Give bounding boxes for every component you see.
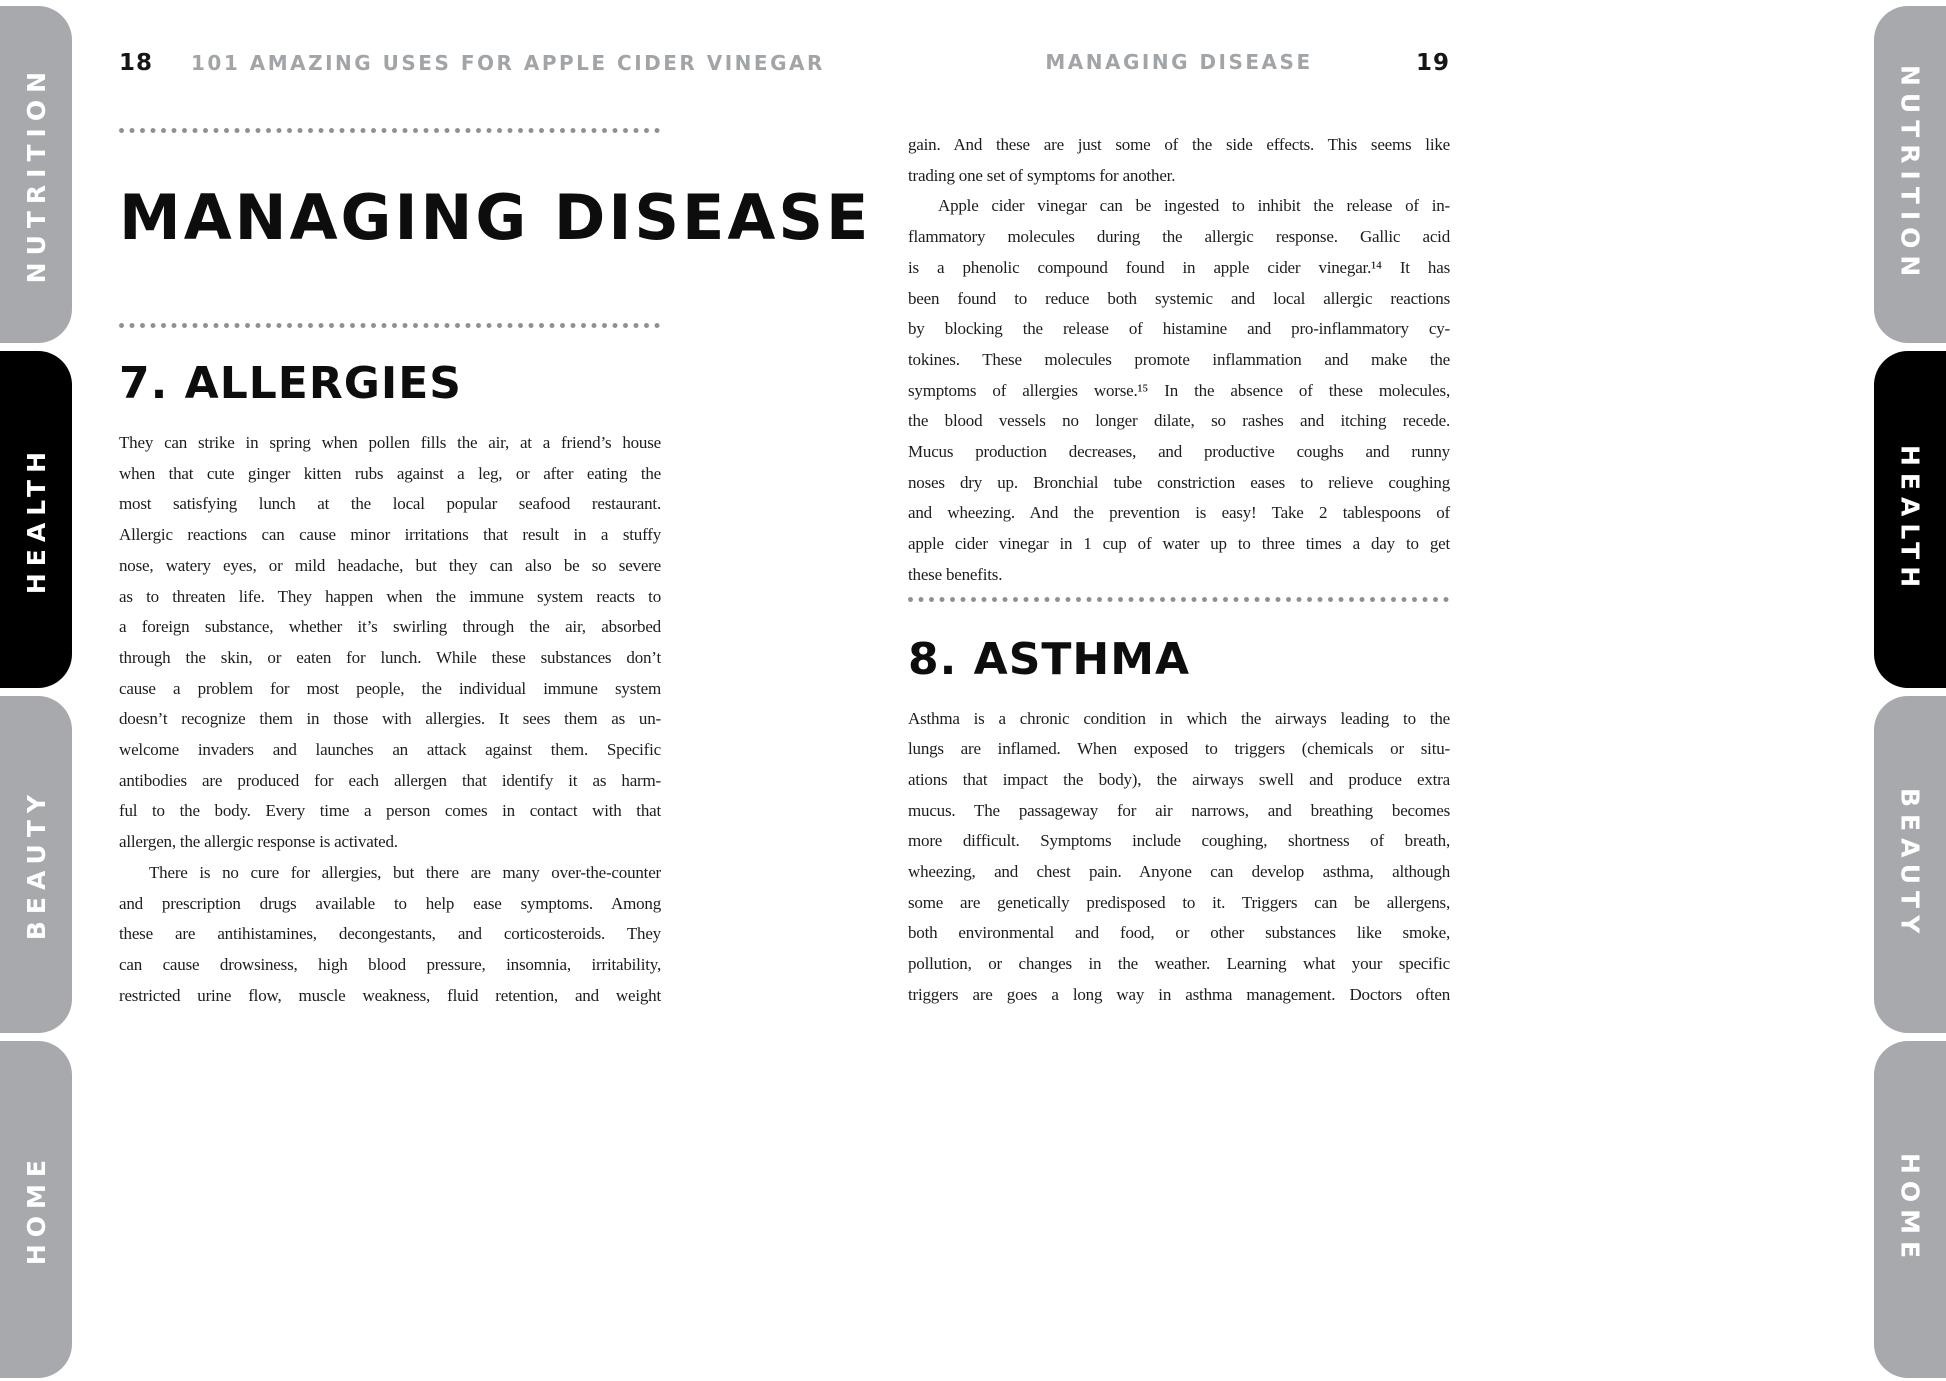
- body-line: some are genetically predisposed to it. Triggers can be allergens,: [908, 892, 1450, 912]
- tab-rail-left: [0, 0, 72, 1378]
- running-header-title-right: MANAGING DISEASE: [1045, 50, 1313, 74]
- body-line: these benefits.: [908, 564, 1003, 584]
- tab-label: HEALTH: [1895, 444, 1925, 595]
- body-line: by blocking the release of histamine and pro-inflammatory cy-: [908, 319, 1450, 339]
- body-line: ful to the body. Every time a person comes in contact with that: [119, 801, 661, 821]
- body-line: Apple cider vinegar can be ingested to inhibit the release of in-: [938, 196, 1450, 216]
- body-line: and prescription drugs available to help ease symptoms. Among: [119, 893, 661, 913]
- body-line: most satisfying lunch at the local popular seafood restaurant.: [119, 494, 661, 514]
- body-line: They can strike in spring when pollen fills the air, at a friend’s house: [119, 433, 661, 452]
- body-line: apple cider vinegar in 1 cup of water up to three times a day to get: [908, 534, 1450, 554]
- tab-home: [1874, 1041, 1946, 1378]
- body-line: the blood vessels no longer dilate, so rashes and itching recede.: [908, 411, 1450, 431]
- section-heading-asthma: 8. ASTHMA: [908, 633, 1191, 685]
- body-line: and wheezing. And the prevention is easy! Take 2 tablespoons of: [908, 503, 1450, 523]
- chapter-title: MANAGING DISEASE: [119, 181, 872, 254]
- body-line: a foreign substance, whether it’s swirling through the air, absorbed: [119, 617, 661, 637]
- dotted-divider: [908, 597, 1450, 602]
- body-line: through the skin, or eaten for lunch. While these substances don’t: [119, 647, 661, 667]
- body-line: flammatory molecules during the allergic response. Gallic acid: [908, 227, 1450, 247]
- tab-label: BEAUTY: [21, 788, 51, 941]
- page-number-right: 19: [1415, 50, 1450, 76]
- dotted-divider: [119, 323, 661, 328]
- body-line: wheezing, and chest pain. Anyone can develop asthma, although: [908, 862, 1450, 882]
- body-line: pollution, or changes in the weather. Learning what your specific: [908, 954, 1450, 974]
- body-line: is a phenolic compound found in apple cider vinegar.¹⁴ It has: [908, 257, 1450, 277]
- body-line: been found to reduce both systemic and local allergic reactions: [908, 288, 1450, 308]
- body-line: allergen, the allergic response is activated.: [119, 832, 398, 852]
- tab-label: HOME: [1895, 1153, 1925, 1266]
- body-line: Mucus production decreases, and productive coughs and runny: [908, 442, 1450, 462]
- tab-rail-right: [1874, 0, 1946, 1378]
- body-line: these are antihistamines, decongestants, and corticosteroids. They: [119, 924, 661, 944]
- body-line: lungs are inflamed. When exposed to triggers (chemicals or situ-: [908, 739, 1450, 759]
- tab-label: NUTRITION: [21, 65, 51, 284]
- body-line: can cause drowsiness, high blood pressure, insomnia, irritability,: [119, 954, 661, 974]
- running-header-right: [908, 50, 1450, 76]
- body-line: nose, watery eyes, or mild headache, but they can also be so severe: [119, 555, 661, 575]
- body-line: welcome invaders and launches an attack against them. Specific: [119, 740, 661, 760]
- body-line: antibodies are produced for each allergen that identify it as harm-: [119, 770, 661, 790]
- body-line: gain. And these are just some of the side effects. This seems like: [908, 135, 1450, 154]
- body-line: as to threaten life. They happen when the immune system reacts to: [119, 586, 661, 606]
- tab-health: [0, 351, 72, 688]
- body-line: triggers are goes a long way in asthma management. Doctors often: [908, 984, 1450, 1004]
- tab-health: [1874, 351, 1946, 688]
- body-line: when that cute ginger kitten rubs against a leg, or after eating the: [119, 463, 661, 483]
- tab-label: HEALTH: [21, 444, 51, 595]
- body-line: both environmental and food, or other substances like smoke,: [908, 923, 1450, 943]
- body-line: mucus. The passageway for air narrows, and breathing becomes: [908, 800, 1450, 820]
- body-line: tokines. These molecules promote inflammation and make the: [908, 349, 1450, 369]
- running-header-left: [119, 50, 825, 76]
- tab-beauty: [1874, 696, 1946, 1033]
- page-right: [908, 50, 1450, 1011]
- body-line: Asthma is a chronic condition in which the airways leading to the: [908, 708, 1450, 728]
- tab-home: [0, 1041, 72, 1378]
- body-line: cause a problem for most people, the individual immune system: [119, 678, 661, 698]
- body-text-asthma: [908, 704, 1450, 1011]
- page-number-left: 18: [119, 50, 154, 76]
- page-left: [119, 50, 872, 1011]
- body-line: noses dry up. Bronchial tube constriction eases to relieve coughing: [908, 472, 1450, 492]
- body-line: more difficult. Symptoms include coughing, shortness of breath,: [908, 831, 1450, 851]
- body-line: trading one set of symptoms for another.: [908, 165, 1176, 185]
- running-header-title-left: 101 AMAZING USES FOR APPLE CIDER VINEGAR: [191, 51, 825, 75]
- dotted-divider: [119, 128, 661, 133]
- body-line: There is no cure for allergies, but there are many over-the-counter: [149, 862, 661, 882]
- tab-label: HOME: [21, 1153, 51, 1266]
- body-line: doesn’t recognize them in those with allergies. It sees them as un-: [119, 709, 661, 729]
- body-line: ations that impact the body), the airways swell and produce extra: [908, 769, 1450, 789]
- body-line: symptoms of allergies worse.¹⁵ In the absence of these molecules,: [908, 380, 1450, 400]
- tab-label: NUTRITION: [1895, 65, 1925, 284]
- body-text-allergies: [119, 428, 661, 1011]
- body-line: restricted urine flow, muscle weakness, fluid retention, and weight: [119, 985, 661, 1005]
- body-text-allergies-continued: [908, 130, 1450, 591]
- tab-nutrition: [0, 6, 72, 343]
- tab-beauty: [0, 696, 72, 1033]
- tab-label: BEAUTY: [1895, 788, 1925, 941]
- section-heading-allergies: 7. ALLERGIES: [119, 358, 462, 409]
- tab-nutrition: [1874, 6, 1946, 343]
- body-line: Allergic reactions can cause minor irritations that result in a stuffy: [119, 525, 661, 545]
